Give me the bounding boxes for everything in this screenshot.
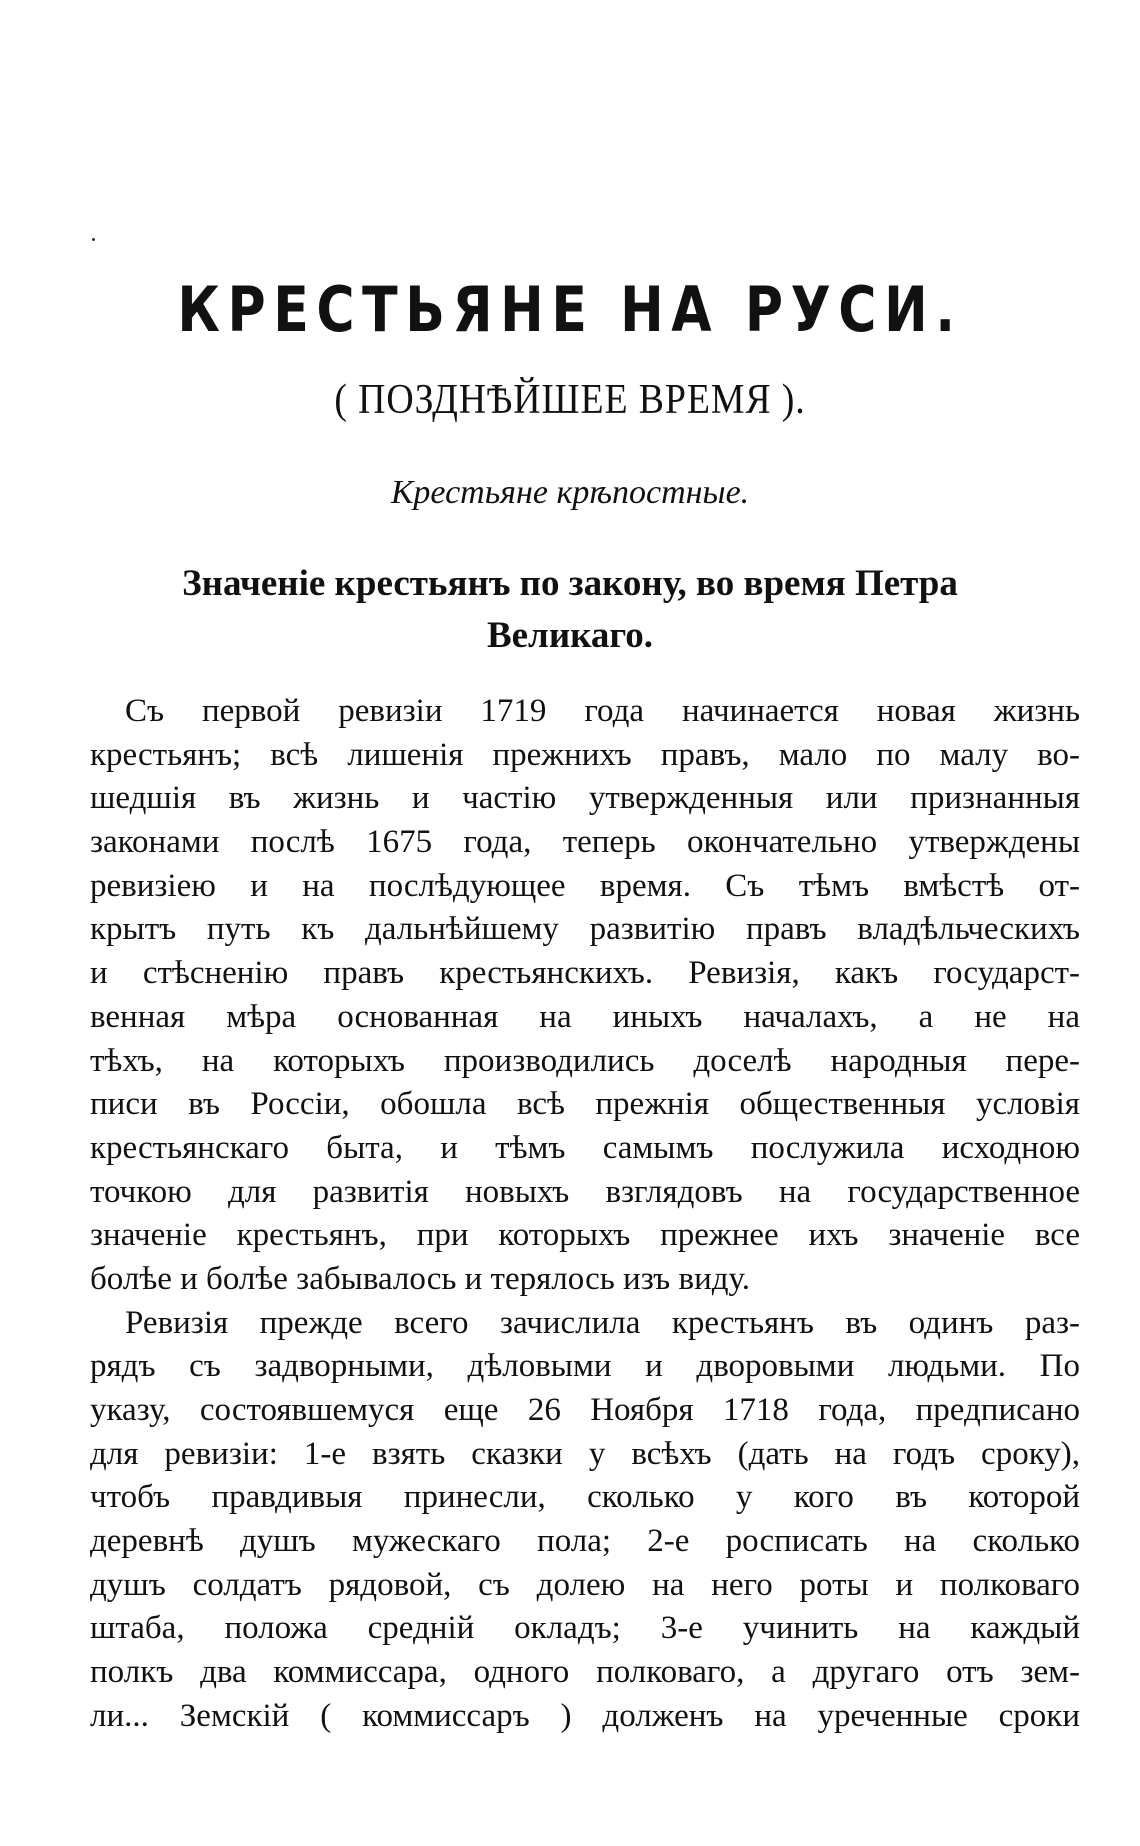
chapter-heading-line: Великаго.: [486, 615, 654, 656]
text-line: для ревизіи: 1-е взять сказки у всѣхъ (дать на годъ сроку),: [90, 1435, 1080, 1472]
page-title: КРЕСТЬЯНЕ НА РУСИ.: [177, 273, 963, 346]
chapter-heading-line: Значеніе крестьянъ по закону, во время Петра: [182, 563, 958, 604]
text-line: ли... Земскій ( коммиссаръ ) долженъ на уреченные сроки: [90, 1697, 1080, 1734]
text-line: полкъ два коммиссара, одного полковаго, а другаго отъ зем-: [90, 1654, 1080, 1691]
text-line: крестьянъ; всѣ лишенія прежнихъ правъ, мало по малу во-: [90, 736, 1080, 773]
text-line: венная мѣра основанная на иныхъ началахъ, а не на: [90, 998, 1080, 1035]
chapter-heading: [130, 558, 1010, 662]
text-line: шедшія въ жизнь и частію утвержденныя или признанныя: [90, 780, 1080, 817]
text-line: деревнѣ душъ мужескаго пола; 2-е росписать на сколько: [90, 1523, 1080, 1560]
body-text: [90, 690, 1080, 1739]
text-line: значеніе крестьянъ, при которыхъ прежнее ихъ значеніе все: [90, 1217, 1080, 1254]
text-line: писи въ Россіи, обошла всѣ прежнія общественныя условія: [90, 1086, 1080, 1123]
text-line: душъ солдатъ рядовой, съ долею на него роты и полковаго: [90, 1566, 1080, 1603]
section-title: Крестьяне крѣпостные.: [390, 474, 750, 511]
paragraph: [90, 1302, 1080, 1739]
text-line: законами послѣ 1675 года, теперь окончательно утверждены: [90, 824, 1080, 861]
text-line: Ревизія прежде всего зачислила крестьянъ въ одинъ раз-: [125, 1304, 1080, 1341]
text-line: рядъ съ задворными, дѣловыми и дворовыми людьми. По: [90, 1348, 1080, 1385]
text-line: крытъ путь къ дальнѣйшему развитію правъ владѣльческихъ: [90, 911, 1080, 948]
paragraph: [90, 690, 1080, 1302]
text-line: точкою для развитія новыхъ взглядовъ на государственное: [90, 1173, 1080, 1210]
text-line: чтобъ правдивыя принесли, сколько у кого въ которой: [90, 1479, 1080, 1516]
page-subtitle: ( ПОЗДНѢЙШЕЕ ВРЕМЯ ).: [334, 377, 806, 423]
print-speck: [92, 238, 95, 241]
text-line: штаба, положа средній окладъ; 3-е учинить на каждый: [90, 1610, 1080, 1647]
text-line: крестьянскаго быта, и тѣмъ самымъ послужила исходною: [90, 1129, 1080, 1166]
text-line: указу, состоявшемуся еще 26 Ноября 1718 года, предписано: [90, 1392, 1080, 1428]
text-line: тѣхъ, на которыхъ производились доселѣ народныя пере-: [90, 1042, 1080, 1079]
text-line: ревизіею и на послѣдующее время. Съ тѣмъ вмѣстѣ от-: [90, 867, 1080, 904]
text-line: Съ первой ревизіи 1719 года начинается новая жизнь: [125, 693, 1080, 729]
text-line: болѣе и болѣе забывалось и терялось изъ виду.: [90, 1260, 750, 1297]
text-line: и стѣсненію правъ крестьянскихъ. Ревизія, какъ государст-: [90, 955, 1080, 992]
